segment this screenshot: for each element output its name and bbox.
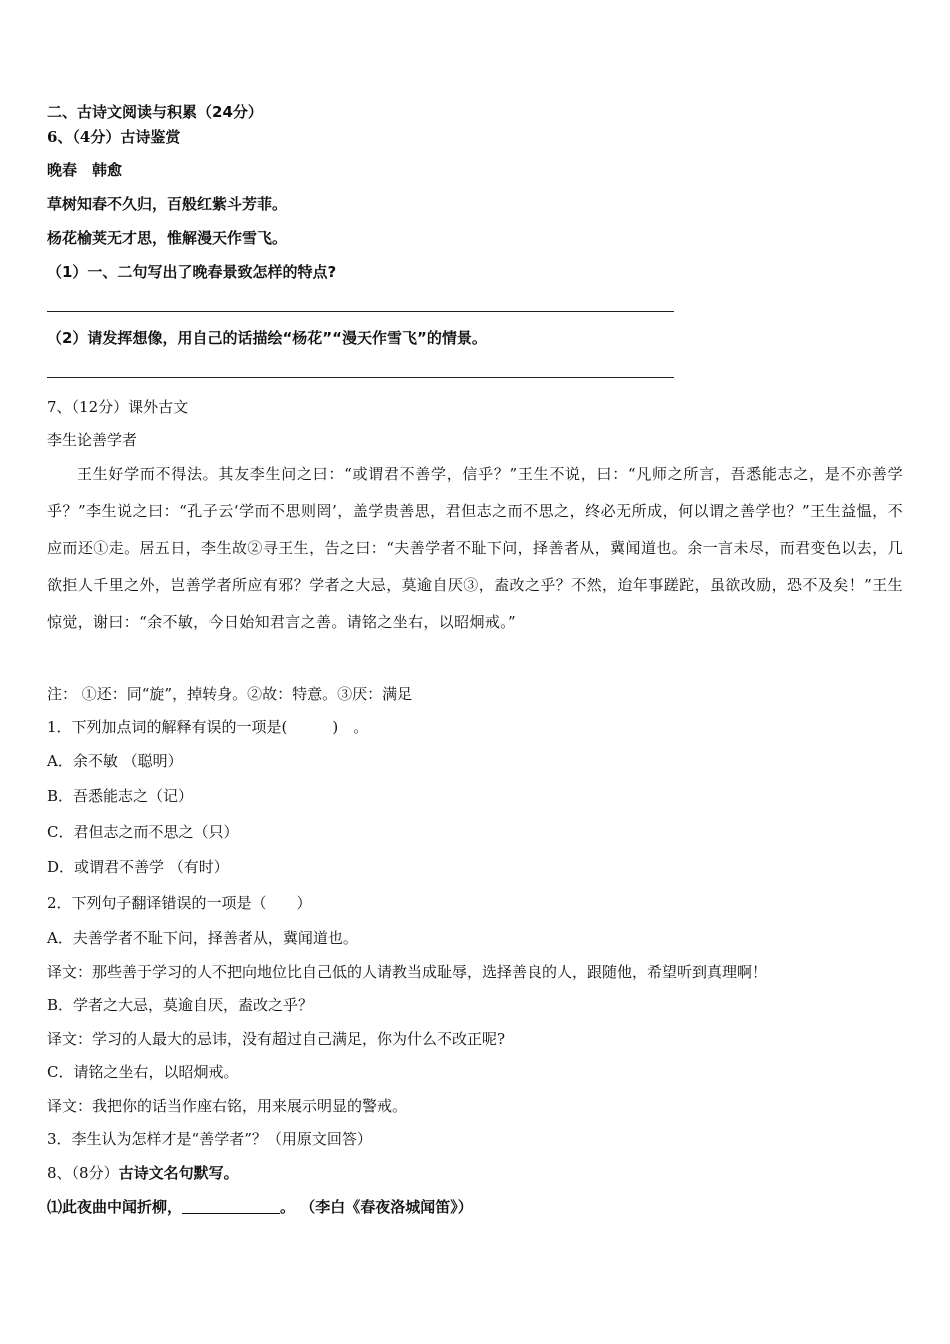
q7-note: 注： ①还：同“旋”，掉转身。②故：特意。③厌：满足 xyxy=(47,685,413,703)
q8-header-bold: 古诗文名句默写。 xyxy=(118,1164,239,1182)
q6-header xyxy=(47,127,180,147)
q7-q2-option-c: C．请铭之坐右，以昭炯戒。 xyxy=(47,1063,239,1081)
answer-line-2[interactable] xyxy=(47,377,674,378)
q7-q1-option-d: D．或谓君不善学 （有时） xyxy=(47,858,229,876)
q7-q2-translation-a: 译文：那些善于学习的人不把向地位比自己低的人请教当成耻辱，选择善良的人，跟随他，希望听到真理啊！ xyxy=(47,963,768,981)
q8-header xyxy=(47,1163,239,1183)
q7-q1: 1．下列加点词的解释有误的一项是( ) 。 xyxy=(47,718,369,736)
q6-sub1: （1）一、二句写出了晚春景致怎样的特点? xyxy=(47,263,337,281)
q8-header-prefix: 8、（8分） xyxy=(47,1164,119,1182)
q7-passage: 王生好学而不得法。其友李生问之曰：“或谓君不善学，信乎？”王生不说，曰：“凡师之所言，吾悉能志之，是不亦善学乎？”李生说之曰：“孔子云‘学而不思则罔’，盖学贵善思，君但志之而不思之，终必无所成，何以谓之善学也？”王生益愠，不应而还①走。居五日，李生故②寻王生，告之曰：“夫善学者不耻下问，择善者从，冀闻道也。余一言未尽，而君变色以去，几欲拒人千里之外，岂善学者所应有邪？学者之大忌，莫逾自厌③，盍改之乎？不然，迨年事蹉跎，虽欲改励，恐不及矣！”王生惊觉，谢曰：“余不敏，今日始知君言之善。请铭之坐右，以昭炯戒。” xyxy=(47,465,903,631)
q8-item-1 xyxy=(47,1197,473,1217)
q8-item-1-suffix: 。 （李白《春夜洛城闻笛》） xyxy=(280,1198,473,1216)
answer-line-1[interactable] xyxy=(47,311,674,312)
q7-header: 7、（12分）课外古文 xyxy=(47,398,189,416)
section-title: 二、古诗文阅读与积累（24分） xyxy=(47,103,263,121)
q7-q2: 2．下列句子翻译错误的一项是（ ） xyxy=(47,894,312,912)
q7-q2-translation-c: 译文：我把你的话当作座右铭，用来展示明显的警戒。 xyxy=(47,1097,408,1115)
q6-sub2: （2）请发挥想像，用自己的话描绘“杨花”“漫天作雪飞”的情景。 xyxy=(47,329,487,347)
q6-header-text: 6、（4分）古诗鉴赏 xyxy=(47,128,181,146)
poem-line-2: 杨花榆荚无才思，惟解漫天作雪飞。 xyxy=(47,229,288,247)
q8-item-1-blank[interactable] xyxy=(182,1199,280,1214)
q7-q2-option-b: B．学者之大忌，莫逾自厌，盍改之乎？ xyxy=(47,996,314,1014)
q7-q3: 3．李生认为怎样才是“善学者”？（用原文回答） xyxy=(47,1130,372,1148)
q7-title: 李生论善学者 xyxy=(47,431,138,449)
q7-q1-option-c: C．君但志之而不思之（只） xyxy=(47,823,239,841)
q8-item-1-prefix: ⑴此夜曲中闻折柳， xyxy=(47,1198,183,1216)
poem-line-1: 草树知春不久归，百般红紫斗芳菲。 xyxy=(47,195,288,213)
q7-q1-option-a: A．余不敏 （聪明） xyxy=(47,752,183,770)
q7-q2-option-a: A．夫善学者不耻下问，择善者从，冀闻道也。 xyxy=(47,929,358,947)
q7-q2-translation-b: 译文：学习的人最大的忌讳，没有超过自己满足，你为什么不改正呢? xyxy=(47,1030,506,1048)
poem-title: 晚春 韩愈 xyxy=(47,161,123,179)
q7-q1-option-b: B．吾悉能志之（记） xyxy=(47,787,194,805)
